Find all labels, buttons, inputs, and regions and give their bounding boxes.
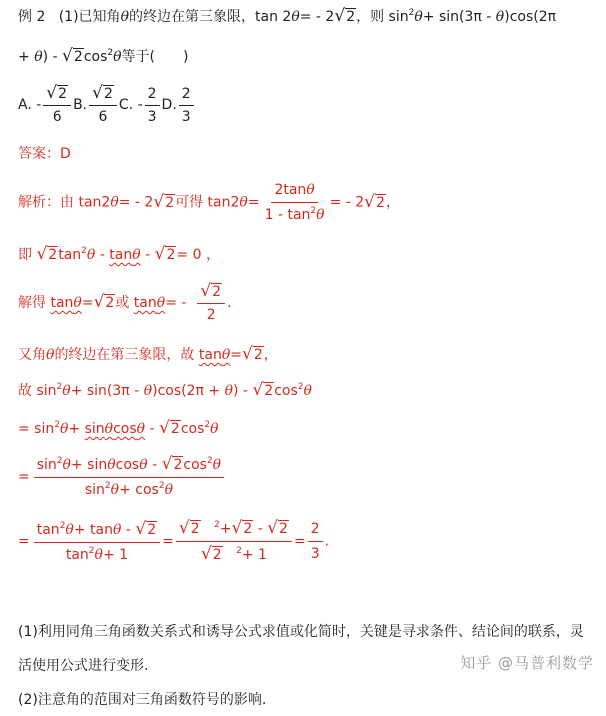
sqrt-symbol: √2 [334,6,356,26]
solution-line-1: 解析：由 tan2θ= - 2√2可得 tan2θ= $\frac{2\tan\theta}{1 - \tan^2\theta}$ = - 2√2， [18,182,400,223]
sqrt-symbol: √2 [62,46,83,66]
option-d: D. $\frac{2}{3}$ [162,97,196,113]
answer-options [18,84,196,126]
solution-line-6: = $\sin^2\theta+ \sin\theta\cos\theta - √2\cos^2\theta$ [18,418,219,438]
solution-line-2: 即 $√2\tan^2\theta - \tan\theta - √2= 0$ ， [18,244,220,264]
note-1-continued: 活使用公式进行变形. [18,658,149,674]
solution-line-3: 解得 tanθ=√2或 tanθ= - $\frac{√2}{2}$ . [18,281,232,323]
problem-line-1: 例 2 (1)已知角θ的终边在第三象限，tan 2θ= - 2√2，则 $\sin^2\theta+ \sin(3\pi - \theta)\cos(2\pi$ [18,6,557,26]
option-c: C. - $\frac{2}{3}$ [119,97,162,113]
solution-line-5: 故 $\sin^2\theta+ \sin(3\pi - \theta)\cos(2\pi + \theta) - √2\cos^2\theta$ [18,380,312,400]
tan-double-angle-fraction: $\frac{2\tan\theta}{1 - \tan^2\theta}$ [264,182,325,223]
option-b: B. $\frac{√2}{6}$ [73,97,119,113]
note-1: (1)利用同角三角函数关系式和诱导公式求值或化简时，关键是寻求条件、结论间的联系，灵 [18,624,584,640]
solution-line-8: = $\frac{\tan^2\theta+ \tan\theta - √2}{\tan^2\theta+ 1}$ = $\frac{√2 ^2+√2 - √2}{√2 ^2+ 1}$ = $\frac{2}{3}$ . [18,518,330,564]
watermark: 知乎 @马普利数学 [460,654,594,672]
problem-line-2: + $\theta) - √2\cos^2\theta$等于( ) [18,46,189,66]
note-2: (2)注意角的范围对三角函数符号的影响. [18,692,267,708]
solution-line-7: = $\frac{\sin^2\theta+ \sin\theta\cos\theta - √2\cos^2\theta}{\sin^2\theta+ \cos^2\theta}$ [18,454,226,500]
answer-line: 答案：D [18,146,71,162]
solution-line-4: 又角θ的终边在第三象限，故 tanθ=√2， [18,344,278,364]
option-a: A. - $\frac{√2}{6}$ [18,97,73,113]
